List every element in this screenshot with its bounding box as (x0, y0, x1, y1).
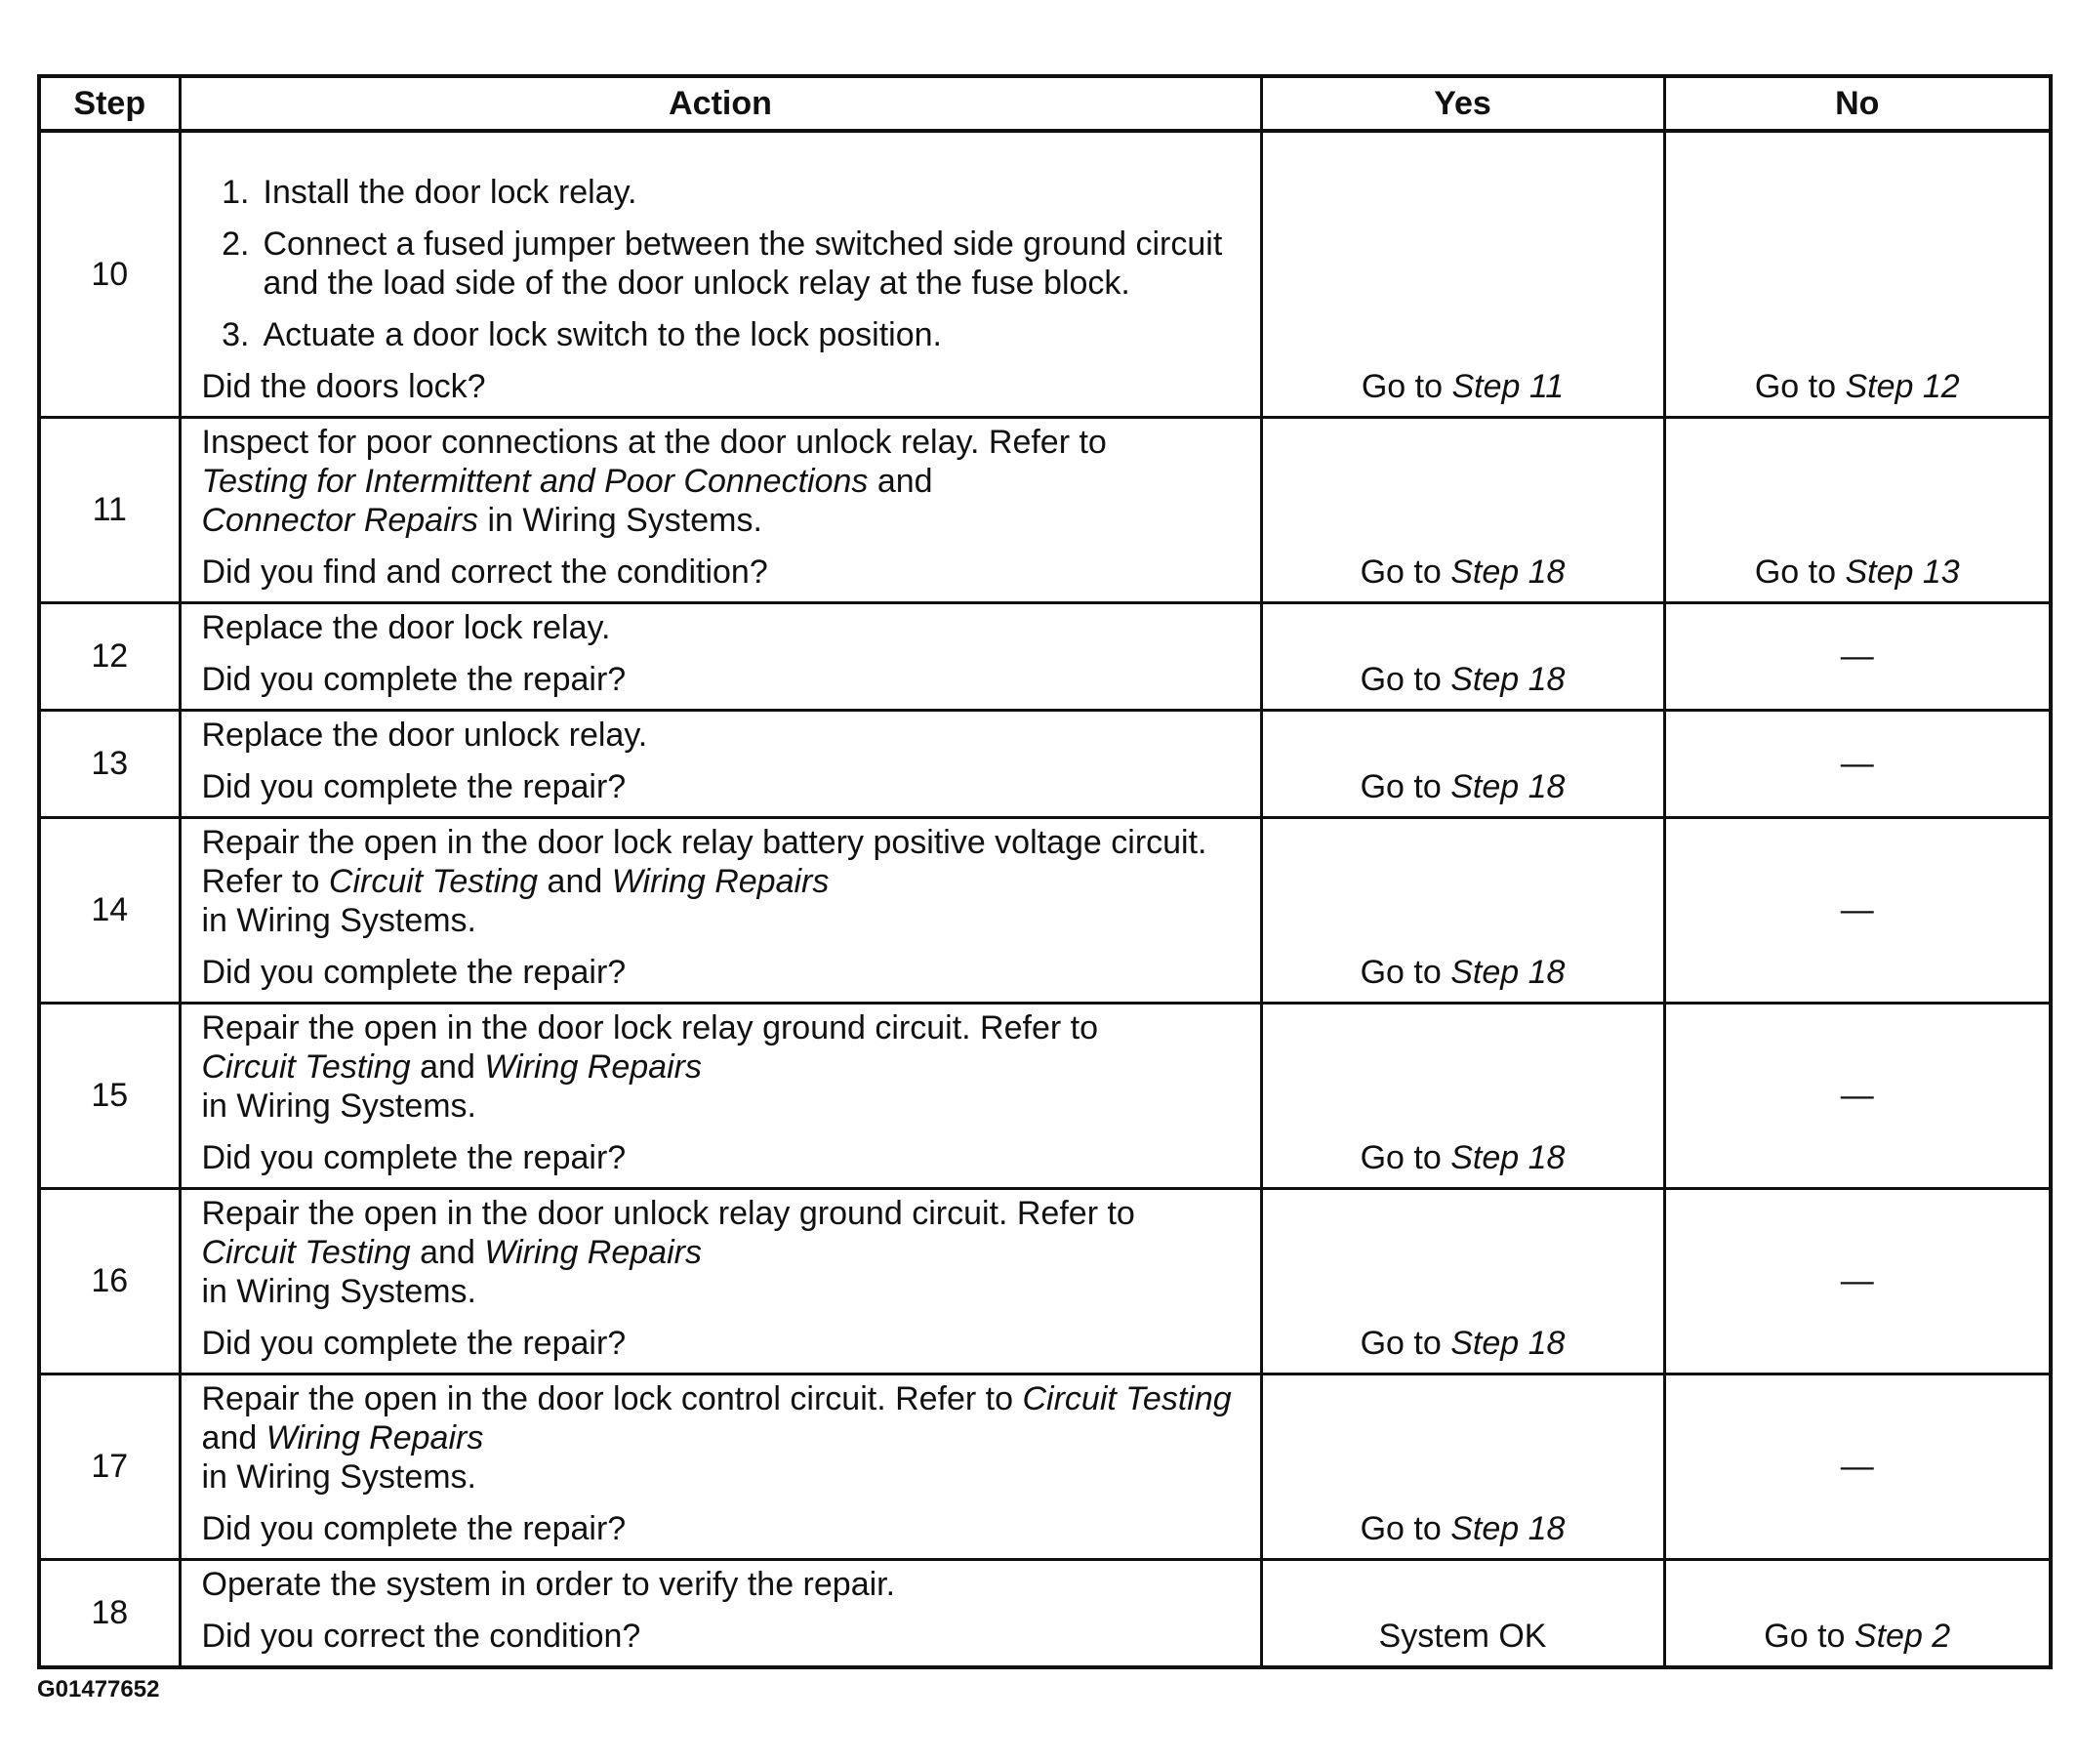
yes-cell: Go to Step 18 (1261, 417, 1664, 602)
yes-cell: Go to Step 18 (1261, 602, 1664, 710)
step-number: 11 (39, 417, 180, 602)
header-yes: Yes (1261, 76, 1664, 131)
table-row (39, 1374, 2051, 1559)
action-text: Repair the open in the door lock control circuit. Refer to Circuit Testing and Wiring Repairs in Wiring Systems. (201, 1379, 1232, 1496)
step-reference: Step 13 (1845, 553, 1960, 591)
reference-title: Wiring Repairs (265, 1418, 484, 1456)
step-reference: Step 18 (1450, 660, 1566, 698)
no-cell: Go to Step 13 (1664, 417, 2051, 602)
question: Did you complete the repair? (201, 1509, 627, 1547)
step-number: 15 (39, 1003, 180, 1188)
action-text: Inspect for poor connections at the door unlock relay. Refer to Testing for Intermittent and Poor Connections and Connector Repairs in Wiring Systems. (201, 423, 1107, 539)
action-cell (180, 417, 1261, 602)
sub-step-text: Install the door lock relay. (263, 173, 637, 211)
table-row (39, 817, 2051, 1003)
action-text: Repair the open in the door lock relay ground circuit. Refer to Circuit Testing and Wiring Repairs in Wiring Systems. (201, 1008, 1098, 1125)
sub-step-text: Actuate a door lock switch to the lock position. (263, 315, 942, 353)
step-reference: Step 18 (1450, 1509, 1566, 1547)
step-number: 13 (39, 710, 180, 817)
action-text: Repair the open in the door lock relay battery positive voltage circuit. Refer to Circuit Testing and Wiring Repairs in Wiring Systems. (201, 823, 1207, 939)
step-reference: Step 18 (1450, 1324, 1566, 1362)
step-reference: Step 11 (1451, 367, 1565, 405)
sub-step-list (202, 173, 1235, 354)
no-cell: Go to Step 2 (1664, 1559, 2051, 1667)
action-cell (180, 1188, 1261, 1374)
yes-cell: Go to Step 18 (1261, 1003, 1664, 1188)
reference-title: Wiring Repairs (611, 862, 830, 900)
yes-cell: Go to Step 18 (1261, 1374, 1664, 1559)
header-row (39, 76, 2051, 131)
step-reference: Step 18 (1450, 953, 1566, 991)
yes-cell: System OK (1261, 1559, 1664, 1667)
question: Did the doors lock? (201, 367, 486, 405)
no-cell: — (1664, 1003, 2051, 1188)
diagnostic-table (37, 74, 2053, 1669)
table-row (39, 602, 2051, 710)
figure-id: G01477652 (37, 1676, 160, 1702)
yes-cell: Go to Step 18 (1261, 710, 1664, 817)
action-cell (180, 817, 1261, 1003)
no-cell: — (1664, 1374, 2051, 1559)
sub-step (202, 173, 1235, 212)
yes-cell: Go to Step 18 (1261, 817, 1664, 1003)
reference-title: Testing for Intermittent and Poor Connections (201, 462, 869, 500)
step-reference: Step 18 (1450, 767, 1566, 805)
step-reference: Step 18 (1450, 553, 1566, 591)
step-number: 12 (39, 602, 180, 710)
table-row (39, 1003, 2051, 1188)
header-action: Action (180, 76, 1261, 131)
no-cell: Go to Step 12 (1664, 131, 2051, 417)
action-cell (180, 710, 1261, 817)
reference-title: Circuit Testing (1022, 1379, 1232, 1417)
table-row (39, 1559, 2051, 1667)
question: Did you complete the repair? (201, 953, 627, 991)
sub-step-number: 1. (222, 173, 250, 211)
sub-step-text: Connect a fused jumper between the switched side ground circuit and the load side of the door unlock relay at the fuse block. (263, 225, 1223, 302)
question: Did you complete the repair? (201, 1324, 627, 1362)
step-reference: Step 2 (1854, 1617, 1951, 1655)
action-cell (180, 602, 1261, 710)
action-text: Replace the door lock relay. (201, 608, 611, 646)
reference-title: Connector Repairs (201, 501, 478, 539)
question: Did you find and correct the condition? (201, 553, 768, 591)
no-cell: — (1664, 817, 2051, 1003)
action-cell (180, 131, 1261, 417)
reference-title: Wiring Repairs (484, 1047, 702, 1086)
question: Did you complete the repair? (201, 1138, 627, 1176)
sub-step (202, 225, 1235, 303)
reference-title: Wiring Repairs (484, 1233, 702, 1271)
step-reference: Step 18 (1450, 1138, 1566, 1176)
step-number: 10 (39, 131, 180, 417)
step-number: 17 (39, 1374, 180, 1559)
sub-step-number: 2. (222, 225, 250, 263)
action-cell (180, 1559, 1261, 1667)
reference-title: Circuit Testing (328, 862, 539, 900)
no-cell: — (1664, 602, 2051, 710)
action-cell (180, 1374, 1261, 1559)
step-reference: Step 12 (1845, 367, 1960, 405)
sub-step (202, 315, 1235, 354)
step-number: 18 (39, 1559, 180, 1667)
yes-cell: Go to Step 11 (1261, 131, 1664, 417)
question: Did you complete the repair? (201, 660, 627, 698)
sub-step-number: 3. (222, 315, 250, 353)
action-cell (180, 1003, 1261, 1188)
question: Did you correct the condition? (201, 1617, 641, 1655)
table-row (39, 417, 2051, 602)
table-row (39, 1188, 2051, 1374)
no-cell: — (1664, 1188, 2051, 1374)
reference-title: Circuit Testing (201, 1233, 411, 1271)
header-no: No (1664, 76, 2051, 131)
table-row (39, 710, 2051, 817)
no-cell: — (1664, 710, 2051, 817)
action-text: Operate the system in order to verify the repair. (201, 1565, 896, 1603)
header-step: Step (39, 76, 180, 131)
reference-title: Circuit Testing (201, 1047, 411, 1086)
step-number: 14 (39, 817, 180, 1003)
table-row (39, 131, 2051, 417)
action-text: Repair the open in the door unlock relay ground circuit. Refer to Circuit Testing and Wiring Repairs in Wiring Systems. (201, 1194, 1135, 1310)
question: Did you complete the repair? (201, 767, 627, 805)
yes-cell: Go to Step 18 (1261, 1188, 1664, 1374)
action-text: Replace the door unlock relay. (201, 716, 648, 754)
step-number: 16 (39, 1188, 180, 1374)
